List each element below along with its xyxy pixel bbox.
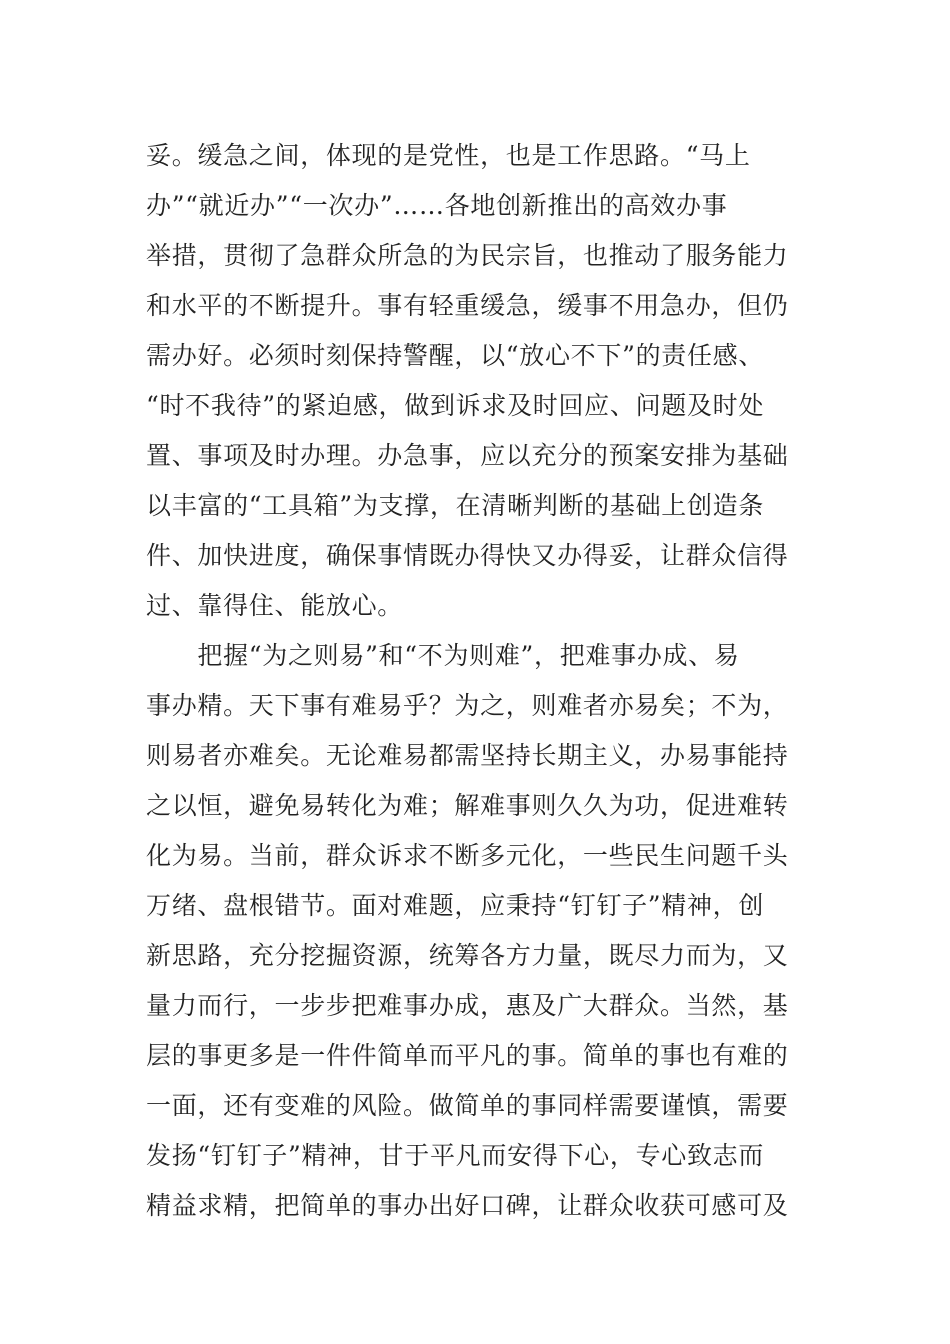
text-line: 和水平的不断提升。事有轻重缓急，缓事不用急办，但仍 [146, 291, 789, 320]
text-line: 以丰富的“工具箱”为支撑，在清晰判断的基础上创造条 [146, 491, 765, 520]
text-line: 发扬“钉钉子”精神，甘于平凡而安得下心，专心致志而 [146, 1141, 765, 1170]
body-text [146, 131, 810, 1231]
text-line: 化为易。当前，群众诉求不断多元化，一些民生问题千头 [146, 841, 789, 870]
paragraph-start-line: 把握“为之则易”和“不为则难”，把难事办成、易 [146, 641, 740, 670]
text-line: 一面，还有变难的风险。做简单的事同样需要谨慎，需要 [146, 1091, 789, 1120]
text-line: 新思路，充分挖掘资源，统筹各方力量，既尽力而为，又 [146, 941, 789, 970]
text-line: 事办精。天下事有难易乎？为之，则难者亦易矣；不为， [146, 691, 789, 720]
text-line: 办”“就近办”“一次办”……各地创新推出的高效办事 [146, 191, 728, 220]
text-line: 层的事更多是一件件简单而平凡的事。简单的事也有难的 [146, 1041, 789, 1070]
text-line: 则易者亦难矣。无论难易都需坚持长期主义，办易事能持 [146, 741, 789, 770]
text-line: 置、事项及时办理。办急事，应以充分的预案安排为基础 [146, 441, 789, 470]
text-line: “时不我待”的紧迫感，做到诉求及时回应、问题及时处 [146, 391, 765, 420]
text-line: 需办好。必须时刻保持警醒，以“放心不下”的责任感、 [146, 341, 765, 370]
text-line: 万绪、盘根错节。面对难题，应秉持“钉钉子”精神，创 [146, 891, 765, 920]
text-line: 之以恒，避免易转化为难；解难事则久久为功，促进难转 [146, 791, 789, 820]
text-line: 举措，贯彻了急群众所急的为民宗旨，也推动了服务能力 [146, 241, 789, 270]
text-line: 精益求精，把简单的事办出好口碑，让群众收获可感可及 [146, 1191, 789, 1220]
text-line: 过、靠得住、能放心。 [146, 591, 404, 620]
text-line: 妥。缓急之间，体现的是党性，也是工作思路。“马上 [146, 141, 751, 170]
text-line: 量力而行，一步步把难事办成，惠及广大群众。当然，基 [146, 991, 789, 1020]
text-line: 件、加快进度，确保事情既办得快又办得妥，让群众信得 [146, 541, 789, 570]
